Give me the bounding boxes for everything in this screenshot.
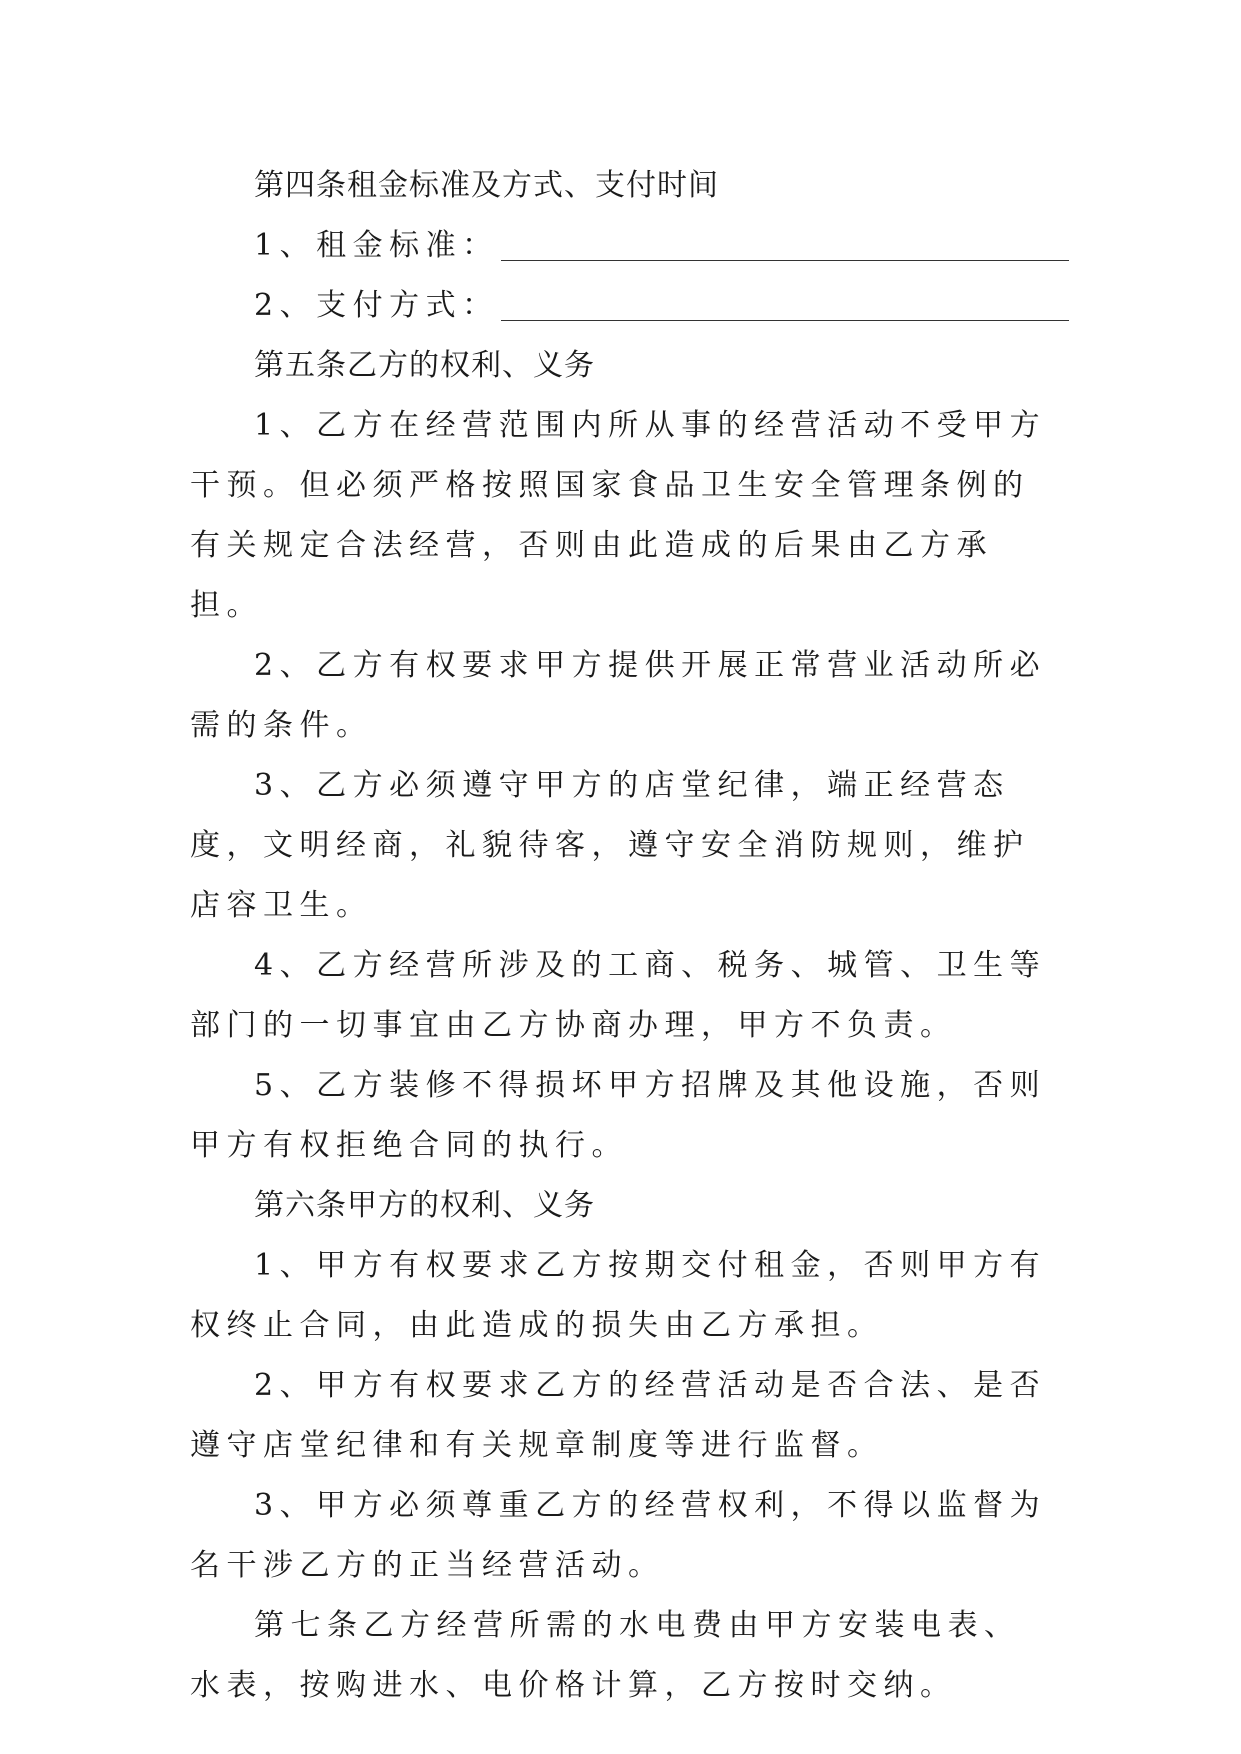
rent-standard-field: [190, 216, 1050, 276]
article-5-heading: 第五条乙方的权利、义务: [254, 348, 595, 383]
article-5-item-3: 3、乙方必须遵守甲方的店堂纪律，端正经营态度，文明经商，礼貌待客，遵守安全消防规则，维护店容卫生。: [190, 768, 1030, 923]
payment-method-blank-line: [501, 320, 1069, 321]
document-body: [190, 156, 1050, 1716]
rent-standard-blank-line: [501, 260, 1069, 261]
rent-standard-label: 1、租金标准：: [254, 228, 499, 263]
article-6-item-3: 3、甲方必须尊重乙方的经营权利，不得以监督为名干涉乙方的正当经营活动。: [190, 1488, 1047, 1583]
article-5-item-4: 4、乙方经营所涉及的工商、税务、城管、卫生等部门的一切事宜由乙方协商办理，甲方不负责。: [190, 948, 1047, 1043]
article-5-item-5: 5、乙方装修不得损坏甲方招牌及其他设施，否则甲方有权拒绝合同的执行。: [190, 1068, 1047, 1163]
payment-method-field: [190, 276, 1050, 336]
article-6-item-2: 2、甲方有权要求乙方的经营活动是否合法、是否遵守店堂纪律和有关规章制度等进行监督。: [190, 1368, 1047, 1463]
article-5-item-1: 1、乙方在经营范围内所从事的经营活动不受甲方干预。但必须严格按照国家食品卫生安全管理条例的有关规定合法经营，否则由此造成的后果由乙方承担。: [190, 408, 1047, 623]
article-7-text: 第七条乙方经营所需的水电费由甲方安装电表、水表，按购进水、电价格计算，乙方按时交纳。: [190, 1608, 1021, 1703]
article-4-heading: 第四条租金标准及方式、支付时间: [254, 168, 719, 203]
payment-method-label: 2、支付方式：: [254, 288, 499, 323]
article-6-heading: 第六条甲方的权利、义务: [254, 1188, 595, 1223]
article-6-item-1: 1、甲方有权要求乙方按期交付租金，否则甲方有权终止合同，由此造成的损失由乙方承担。: [190, 1248, 1047, 1343]
article-5-item-2: 2、乙方有权要求甲方提供开展正常营业活动所必需的条件。: [190, 648, 1047, 743]
